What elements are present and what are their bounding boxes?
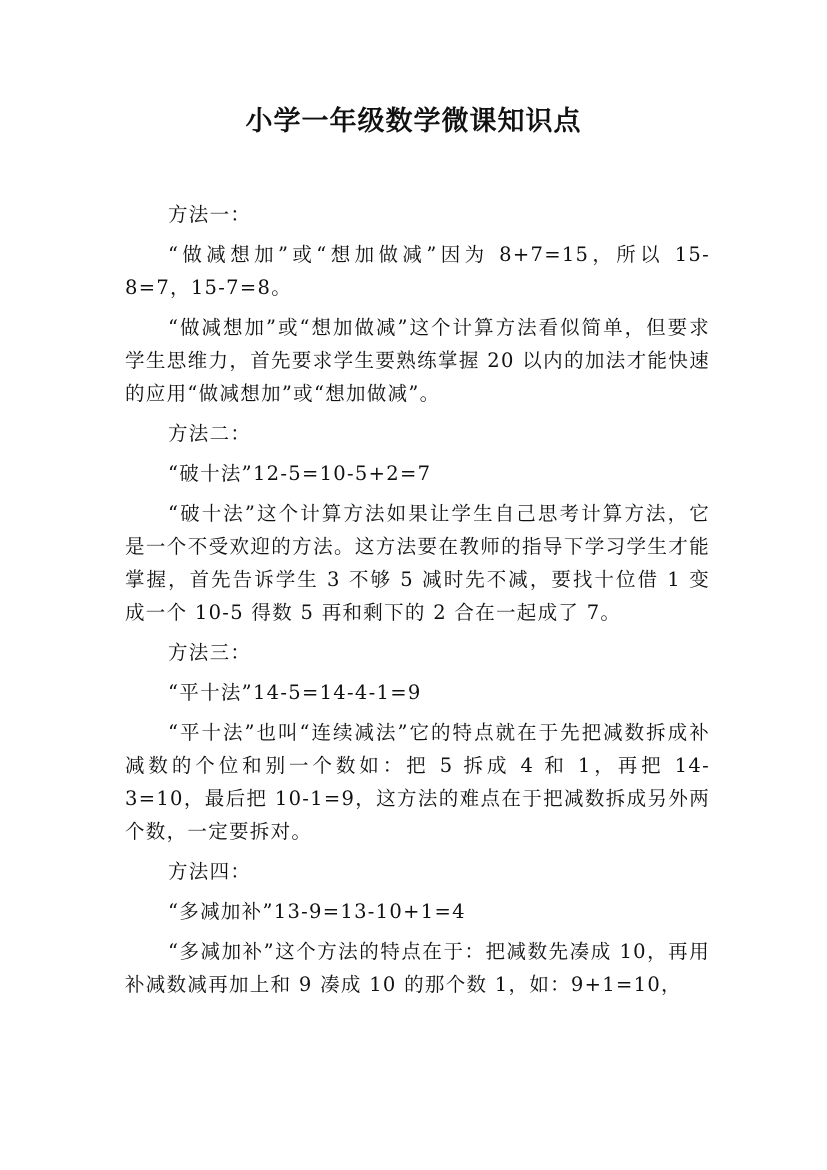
method-4-explanation: “多减加补”这个方法的特点在于：把减数先凑成 10，再用补减数减再加上和 9 凑成 10 的那个数 1，如：9+1=10， <box>125 940 710 996</box>
method-3-heading: 方法三： <box>168 641 252 664</box>
method-1-explanation: “做减想加”或“想加做减”这个计算方法看似简单，但要求学生思维力，首先要求学生要熟练掌握 20 以内的加法才能快速的应用“做减想加”或“想加做减”。 <box>125 316 710 405</box>
document-title: 小学一年级数学微课知识点 <box>245 106 582 137</box>
method-3-example: “平十法”14-5=14-4-1=9 <box>168 681 422 704</box>
method-2-example: “破十法”12-5=10-5+2=7 <box>168 462 432 485</box>
method-2-heading: 方法二： <box>168 422 252 445</box>
method-4-example: “多减加补”13-9=13-10+1=4 <box>168 900 466 923</box>
method-4-heading: 方法四： <box>168 860 252 883</box>
method-1-example: “做减想加”或“想加做减”因为 8+7=15，所以 15-8=7，15-7=8。 <box>125 243 710 299</box>
document-body <box>125 198 710 1008</box>
method-3-explanation: “平十法”也叫“连续减法”它的特点就在于先把减数拆成补减数的个位和别一个数如：把 5 拆成 4 和 1，再把 14-3=10，最后把 10-1=9，这方法的难点在于把减数拆成另外两个数，一定要拆对。 <box>125 721 710 843</box>
method-1-heading: 方法一： <box>168 203 252 226</box>
method-2-explanation: “破十法”这个计算方法如果让学生自己思考计算方法，它是一个不受欢迎的方法。这方法要在教师的指导下学习学生才能掌握，首先告诉学生 3 不够 5 减时先不减，要找十位借 1 变成一个 10-5 得数 5 再和剩下的 2 合在一起成了 7。 <box>125 502 710 624</box>
